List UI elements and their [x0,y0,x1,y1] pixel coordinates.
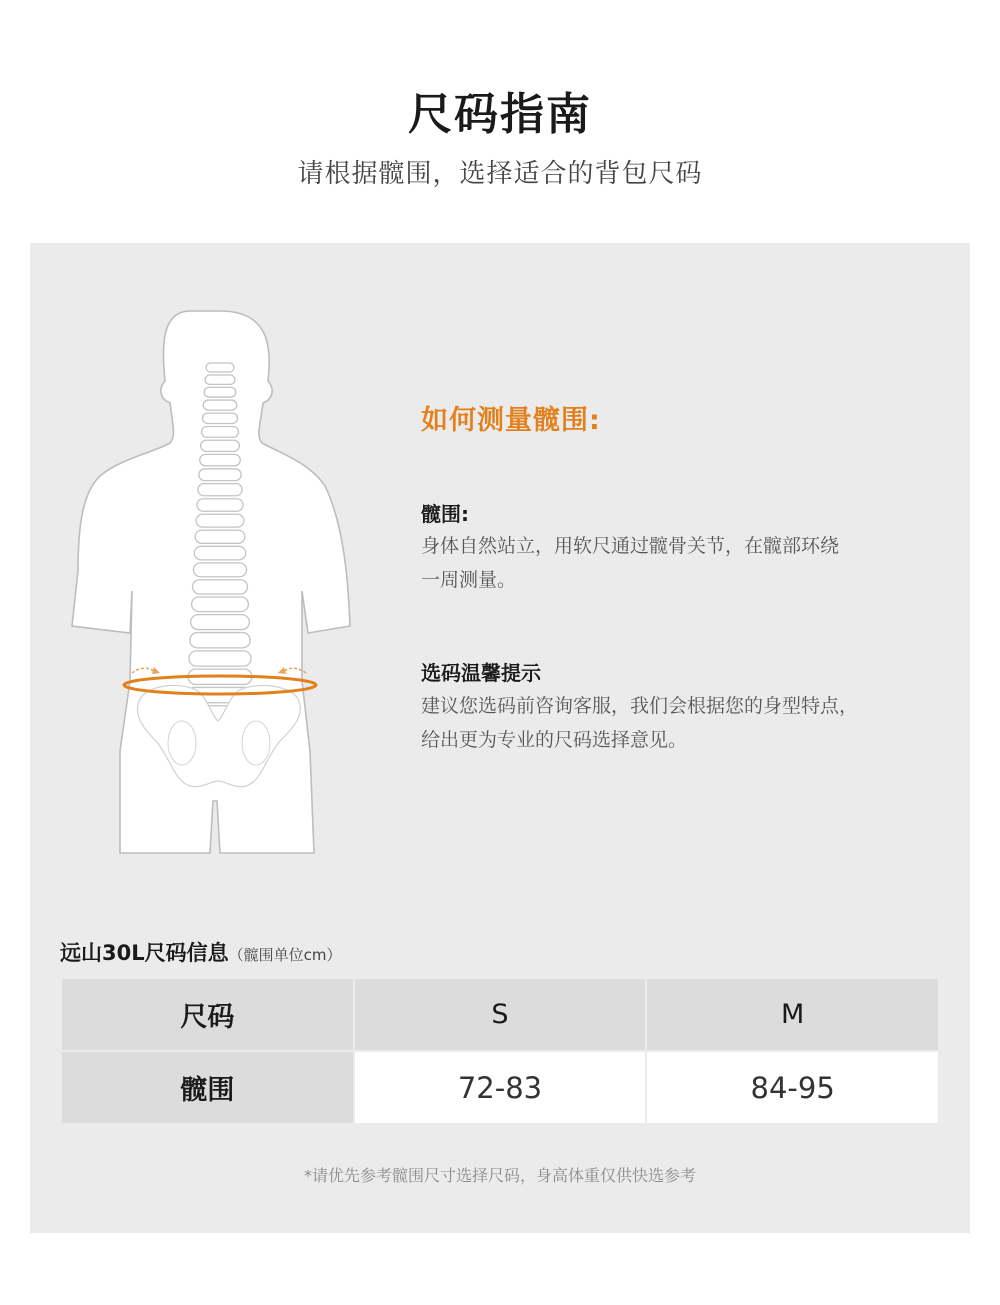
vertebra [202,427,239,438]
vertebra [193,563,246,577]
table-cell: 72-83 [354,1051,647,1124]
vertebra [205,375,235,384]
vertebra [202,413,237,423]
vertebra [196,514,244,527]
body-spine-illustration [70,281,370,861]
table-cell: 髋围 [61,1051,354,1124]
vertebra [201,440,240,451]
vertebra [198,484,242,496]
hip-instructions: 身体自然站立，用软尺通过髋骨关节，在髋部环绕 一周测量。 [421,535,840,591]
size-guide-panel [30,243,970,1233]
vertebra [195,530,245,543]
vertebra [199,469,241,481]
table-cell: 尺码 [61,978,354,1051]
vertebra [203,400,236,410]
vertebra [194,546,245,560]
table-cell: S [354,978,647,1051]
tip-label: 选码温馨提示 [421,661,541,685]
tip-text: 建议您选码前咨询客服，我们会根据您的身型特点， 给出更为专业的尺码选择意见。 [421,695,859,751]
vertebra [191,615,250,630]
measure-heading: 如何测量髋围: [421,405,601,436]
vertebra [206,363,234,372]
page-title: 尺码指南 [408,89,592,140]
table-cell: M [646,978,939,1051]
vertebra [192,597,249,612]
table-cell: 84-95 [646,1051,939,1124]
footnote: *请优先参考髋围尺寸选择尺码，身高体重仅供快选参考 [303,1166,696,1185]
vertebra [190,633,250,648]
vertebra [200,454,241,465]
page-subtitle: 请根据髋围，选择适合的背包尺码 [297,159,703,189]
table-header-row [61,978,939,1051]
vertebra [193,580,248,594]
vertebra [189,651,251,666]
size-info-title: 远山30L尺码信息（髋围单位cm） [60,941,342,965]
vertebra [197,499,243,512]
unit-note: （髋围单位cm） [228,946,342,964]
hip-label: 髋围: [421,502,469,526]
table-row [61,1051,939,1124]
size-table [60,977,940,1125]
vertebra [204,387,236,397]
